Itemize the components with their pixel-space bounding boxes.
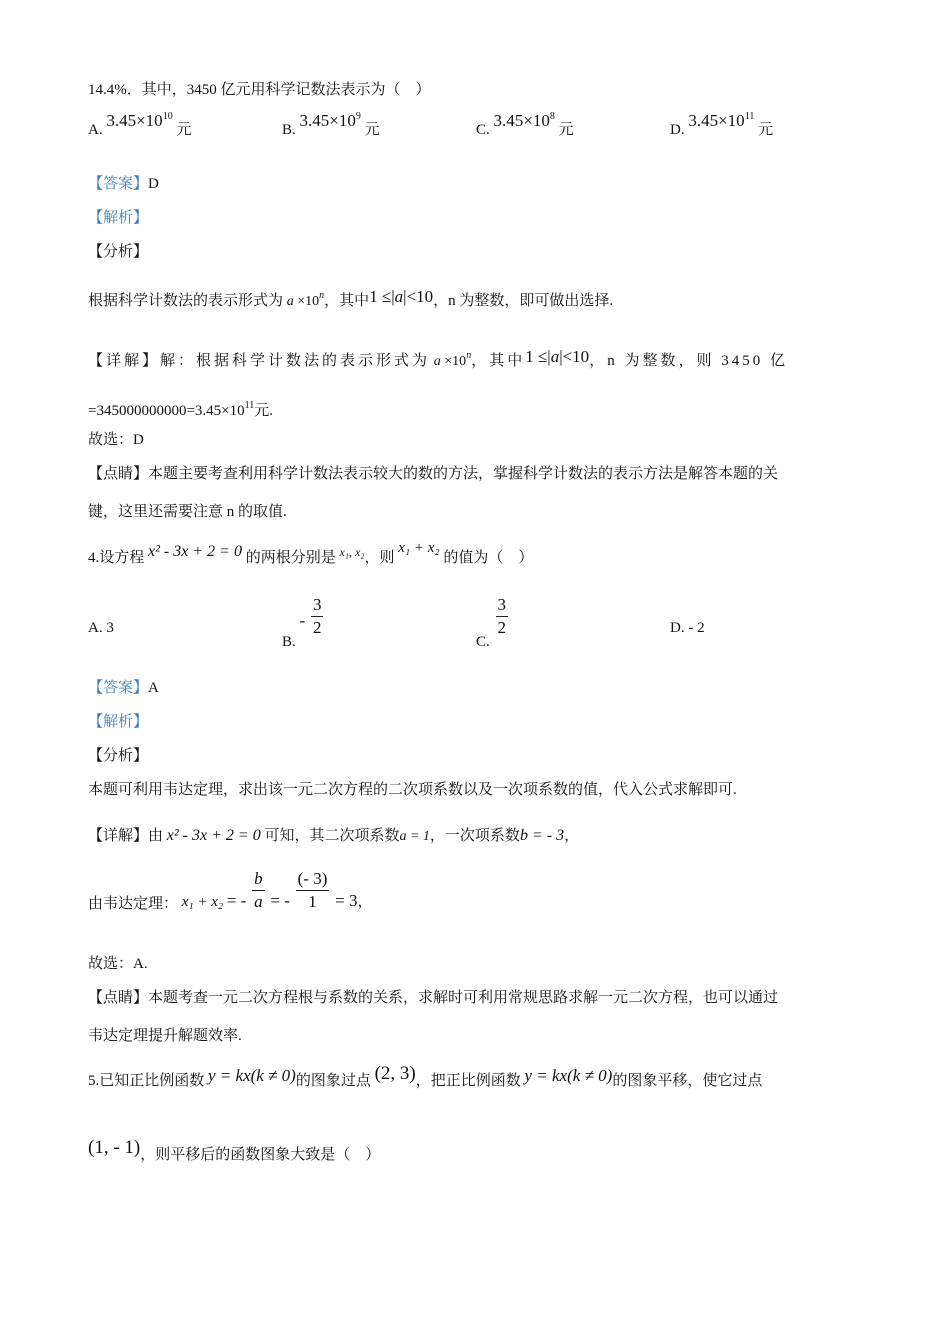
- q3-xiangjie-mid: ，其中: [471, 353, 526, 369]
- q5-stem-line2: [88, 1137, 381, 1165]
- q4-stem-pre: 4.设方程: [88, 550, 145, 566]
- q4-fenxi-text: 本题可利用韦达定理，求出该一元二次方程的二次项系数以及一次项系数的值，代入公式求解即可.: [88, 782, 737, 798]
- q3-option-c-math: $3.45\times 10^8$: [493, 111, 555, 130]
- q4-answer: [88, 678, 159, 698]
- q3-xiangjie-line2-exp: 11: [244, 400, 255, 411]
- q3-option-a-math: $3.45\times 10^{10}$: [106, 111, 173, 130]
- q4-option-b-sign: -: [299, 610, 306, 630]
- q4-option-c-den: 2: [497, 618, 507, 637]
- q3-fenxi-range: 1 ≤|a|<10: [369, 287, 434, 306]
- q3-dianjing-text-1: 本题主要考查利用科学计数法表示较大的数的方法，掌握科学计数法的表示方法是解答本题的关: [148, 466, 779, 482]
- q4-option-d-value: - 2: [688, 620, 705, 636]
- q4-weida-frac2-num: (- 3): [297, 869, 328, 888]
- q3-option-a[interactable]: [88, 111, 192, 139]
- q4-xiangjie: [88, 826, 579, 847]
- q3-option-b[interactable]: [282, 111, 380, 139]
- q4-xiangjie-pre: 由: [148, 828, 164, 844]
- q4-xiangjie-tag: 【详解】: [88, 828, 149, 844]
- q4-stem: [88, 540, 534, 568]
- q3-option-a-label: A.: [88, 122, 103, 138]
- answer-tag: 【答案】: [88, 680, 149, 696]
- q3-xiangjie-line2-text: =345000000000=3.45×10: [88, 403, 245, 419]
- q3-option-b-math: $3.45\times 10^9$: [299, 111, 361, 130]
- q4-stem-eq: x² - 3x + 2 = 0: [148, 543, 242, 560]
- q3-fenxi-tag: 【分析】: [88, 244, 149, 260]
- q5-stem-point-2: (1, - 1): [88, 1137, 141, 1158]
- q4-stem-roots: x₁, x₂: [339, 545, 365, 559]
- q4-option-b-num: 3: [312, 595, 322, 614]
- q4-weida-frac2: [296, 868, 330, 913]
- q3-jiexi-tag: 【解析】: [88, 210, 149, 226]
- q3-option-c-unit: 元: [558, 122, 574, 138]
- q3-option-b-unit: 元: [364, 122, 380, 138]
- q3-xiangjie-pre: 解：根据科学计数法的表示形式为: [160, 353, 431, 369]
- q4-option-c-fraction: [496, 594, 509, 639]
- q4-option-c-num: 3: [497, 595, 507, 614]
- q4-stem-sum: x₁ + x₂: [398, 540, 440, 556]
- q4-stem-post: 的值为（ ）: [443, 550, 534, 566]
- q3-guxuan: 故选：D: [88, 432, 144, 448]
- q3-option-c-label: C.: [476, 122, 490, 138]
- q3-fenxi-post: ，n 为整数，即可做出选择.: [433, 293, 614, 309]
- q4-xiangjie-end: ，: [564, 828, 580, 844]
- q3-option-b-label: B.: [282, 122, 296, 138]
- q4-weida-frac1-den: a: [254, 892, 263, 911]
- q4-option-a-value: 3: [106, 620, 114, 636]
- q4-xiangjie-a: a = 1: [399, 829, 430, 844]
- q4-xiangjie-b: b = - 3: [519, 827, 565, 844]
- q4-weida-frac2-den: 1: [296, 890, 330, 913]
- q4-option-a-label: A.: [88, 620, 103, 636]
- q3-fenxi-mid: ，其中: [324, 293, 370, 309]
- q3-dianjing-1: [88, 464, 778, 484]
- q3-xiangjie-line2-end: 元.: [254, 403, 274, 419]
- q5-stem-func-2: y = kx(k ≠ 0): [524, 1066, 613, 1085]
- q4-dianjing-text-1: 本题考查一元二次方程根与系数的关系，求解时可利用常规思路求解一元二次方程，也可以通过: [148, 990, 779, 1006]
- q3-fenxi-pre: 根据科学计数法的表示形式为: [88, 293, 284, 309]
- q3-dianjing-2: 键，这里还需要注意 n 的取值.: [88, 504, 287, 520]
- q4-xiangjie-mid2: ，一次项系数: [429, 828, 520, 844]
- q4-stem-mid2: ，则: [364, 550, 395, 566]
- q3-xiangjie-range: 1 ≤|a|<10: [525, 347, 590, 366]
- q5-stem-post: 的图象平移，使它过点: [612, 1073, 763, 1089]
- q3-answer: [88, 174, 159, 194]
- q4-option-c[interactable]: [476, 594, 510, 650]
- q4-weida-eq2: = -: [270, 890, 290, 910]
- q5-stem-line1: [88, 1063, 763, 1091]
- q4-weida-end: ，: [357, 893, 373, 910]
- q4-option-a[interactable]: [88, 620, 114, 637]
- q4-weida-pre: 由韦达定理：: [88, 895, 179, 912]
- q4-xiangjie-mid: 可知，其二次项系数: [264, 828, 400, 844]
- q4-option-d-label: D.: [670, 620, 685, 636]
- q3-option-a-unit: 元: [176, 122, 192, 138]
- q4-dianjing-tag: 【点睛】: [88, 990, 149, 1006]
- q3-fenxi-text: [88, 286, 613, 312]
- q4-option-c-label: C.: [476, 633, 490, 650]
- q5-stem-line2-post: ，则平移后的函数图象大致是（ ）: [140, 1147, 381, 1163]
- q4-option-b-fraction: [311, 594, 324, 639]
- q4-weida-frac1: [252, 868, 265, 913]
- answer-value: A: [148, 680, 159, 696]
- q4-guxuan: 故选：A.: [88, 956, 148, 972]
- q4-xiangjie-eq: x² - 3x + 2 = 0: [166, 827, 261, 844]
- answer-tag: 【答案】: [88, 176, 149, 192]
- q4-weida: [88, 870, 372, 915]
- q4-fenxi-tag: 【分析】: [88, 748, 149, 764]
- q5-stem-point-1: (2, 3): [374, 1063, 416, 1084]
- q5-stem-func: y = kx(k ≠ 0): [208, 1066, 296, 1085]
- q4-option-b-label: B.: [282, 633, 296, 650]
- answer-value: D: [148, 176, 159, 192]
- q4-weida-eq1: = -: [226, 890, 247, 910]
- q3-xiangjie-form: $a \times 10^n$: [433, 350, 472, 369]
- q5-stem-pre: 5.已知正比例函数: [88, 1073, 205, 1089]
- q3-option-d-math: $3.45\times 10^{11}$: [688, 111, 755, 130]
- q3-option-d[interactable]: [670, 111, 774, 139]
- q4-weida-eq3: = 3: [335, 890, 358, 910]
- q4-option-b-den: 2: [312, 618, 322, 637]
- q3-xiangjie-line1: [88, 346, 864, 372]
- q5-stem-mid: 的图象过点: [295, 1073, 371, 1089]
- q3-option-d-unit: 元: [758, 122, 774, 138]
- q4-option-d[interactable]: [670, 620, 705, 637]
- q4-option-b[interactable]: [282, 594, 325, 650]
- q4-jiexi-tag: 【解析】: [88, 714, 149, 730]
- q3-option-d-label: D.: [670, 122, 685, 138]
- q3-xiangjie-post: ，n 为整数，则 3450 亿: [589, 353, 788, 369]
- q3-xiangjie-tag: 【详解】: [88, 353, 161, 369]
- q3-intro: 14.4%．其中，3450 亿元用科学记数法表示为（ ）: [88, 82, 431, 98]
- q3-fenxi-form: $a \times 10^n$: [286, 290, 325, 309]
- q3-option-c[interactable]: [476, 111, 574, 139]
- q4-stem-mid: 的两根分别是: [245, 550, 336, 566]
- q4-dianjing-2: 韦达定理提升解题效率.: [88, 1028, 242, 1044]
- q5-stem-mid2: ，把正比例函数: [415, 1073, 521, 1089]
- q4-dianjing-1: [88, 988, 778, 1008]
- q4-weida-frac1-num: b: [254, 869, 263, 888]
- q3-xiangjie-line2: [88, 396, 273, 421]
- q3-dianjing-tag: 【点睛】: [88, 466, 149, 482]
- q4-weida-lhs: x₁ + x₂: [181, 893, 224, 910]
